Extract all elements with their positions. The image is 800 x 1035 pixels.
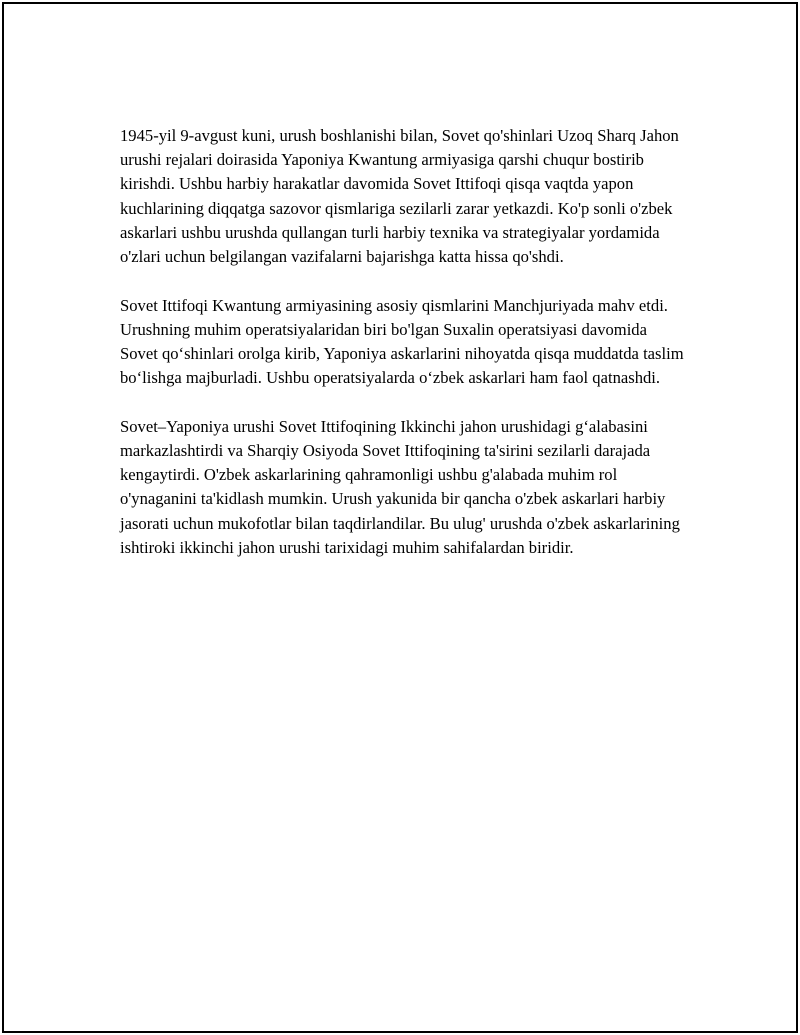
paragraph-3: Sovet–Yaponiya urushi Sovet Ittifoqining Ikkinchi jahon urushidagi g‘alabasini markazlashtirdi va Sharqiy Osiyoda Sovet Ittifoqining ta'sirini sezilarli darajada kengaytirdi. O'zbek askarlarining qahramonligi ushbu g'alabada muhim rol o'ynaganini ta'kidlash mumkin. Urush yakunida bir qancha o'zbek askarlari harbiy jasorati uchun mukofotlar bilan taqdirlandilar. Bu ulug' urushda o'zbek askarlarining ishtiroki ikkinchi jahon urushi tarixidagi muhim sahifalardan biridir. xyxy=(120,416,680,557)
paragraph-1: 1945-yil 9-avgust kuni, urush boshlanishi bilan, Sovet qo'shinlari Uzoq Sharq Jahon urushi rejalari doirasida Yaponiya Kwantung armiyasiga qarshi chuqur bostirib kirishdi. Ushbu harbiy harakatlar davomida Sovet Ittifoqi qisqa vaqtda yapon kuchlarining diqqatga sazovor qismlariga sezilarli zarar yetkazdi. Ko'p sonli o'zbek askarlari ushbu urushda qullangan turli harbiy texnika va strategiyalar yordamida o'zlari uchun belgilangan vazifalarni bajarishga katta hissa qo'shdi. xyxy=(120,126,679,267)
paragraph-2: Sovet Ittifoqi Kwantung armiyasining asosiy qismlarini Manchjuriyada mahv etdi. Urushning muhim operatsiyalaridan biri bo'lgan Suxalin operatsiyasi davomida Sovet qo‘shinlari orolga kirib, Yaponiya askarlarini nihoyatda qisqa muddatda taslim bo‘lishga majburladi. Ushbu operatsiyalarda o‘zbek askarlari ham faol qatnashdi. xyxy=(120,295,684,388)
document-page xyxy=(2,2,798,1033)
document-body xyxy=(120,124,688,584)
